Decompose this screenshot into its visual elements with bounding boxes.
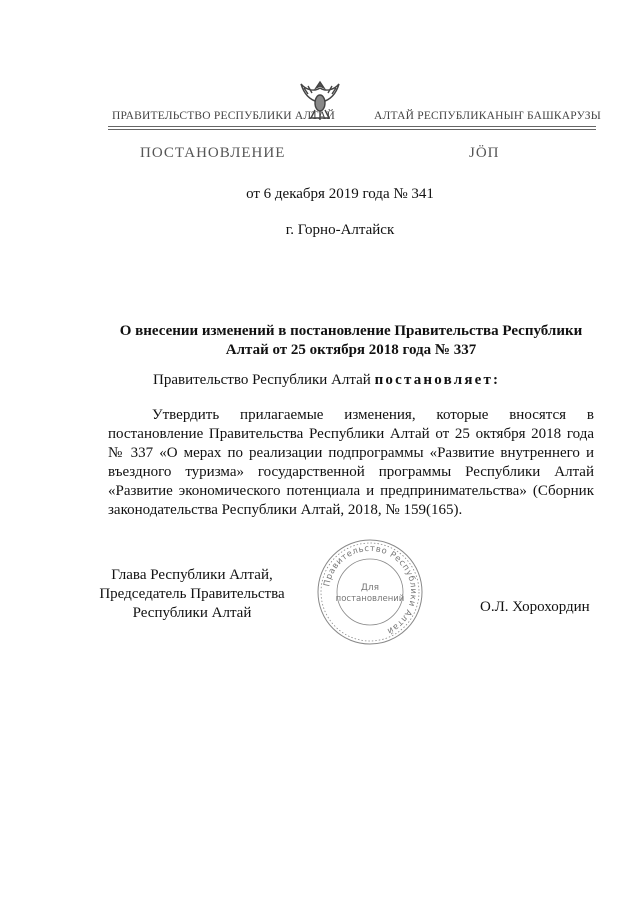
seal-center-line-2: постановлений: [335, 594, 405, 604]
header-divider: [108, 126, 596, 127]
signatory-position: [92, 566, 292, 623]
doc-type-russian: ПОСТАНОВЛЕНИЕ: [140, 145, 286, 161]
resolve-verb: постановляет:: [374, 372, 501, 388]
signatory-name: О.Л. Хорохордин: [480, 599, 590, 615]
document-subject: О внесении изменений в постановление Правительства Республики Алтай от 25 октября 2018 года № 337: [119, 323, 583, 358]
document-city: г. Горно-Алтайск: [285, 222, 395, 238]
resolve-clause: [153, 372, 500, 389]
org-name-russian: ПРАВИТЕЛЬСТВО РЕСПУБЛИКИ АЛТАЙ: [112, 110, 336, 122]
resolve-prefix: Правительство Республики Алтай: [153, 372, 375, 388]
header-divider-thin: [108, 129, 596, 130]
seal-center-line-1: Для: [360, 583, 380, 593]
signatory-line-3: Республики Алтай: [132, 605, 252, 621]
official-seal-stamp: [315, 537, 425, 647]
org-name-altai: АЛТАЙ РЕСПУБЛИКАНЫҤ БАШКАРУЗЫ: [374, 110, 601, 122]
document-date-number: от 6 декабря 2019 года № 341: [246, 186, 434, 202]
signatory-line-2: Председатель Правительства: [99, 586, 285, 602]
doc-type-altai: ЈӦП: [469, 145, 500, 161]
signatory-line-1: Глава Республики Алтай,: [111, 567, 273, 583]
document-body: Утвердить прилагаемые изменения, которые вносятся в постановление Правительства Республики Алтай от 25 октября 2018 года № 337 «О мерах по реализации подпрограммы «Развитие внутреннего и въездного туризма» государственной программы Республики Алтай «Развитие экономического потенциала и предпринимательства» (Сборник законодательства Республики Алтай, 2018, № 159(165).: [108, 407, 594, 518]
seal-ring-text: Правительство Республики Алтай: [322, 543, 419, 636]
